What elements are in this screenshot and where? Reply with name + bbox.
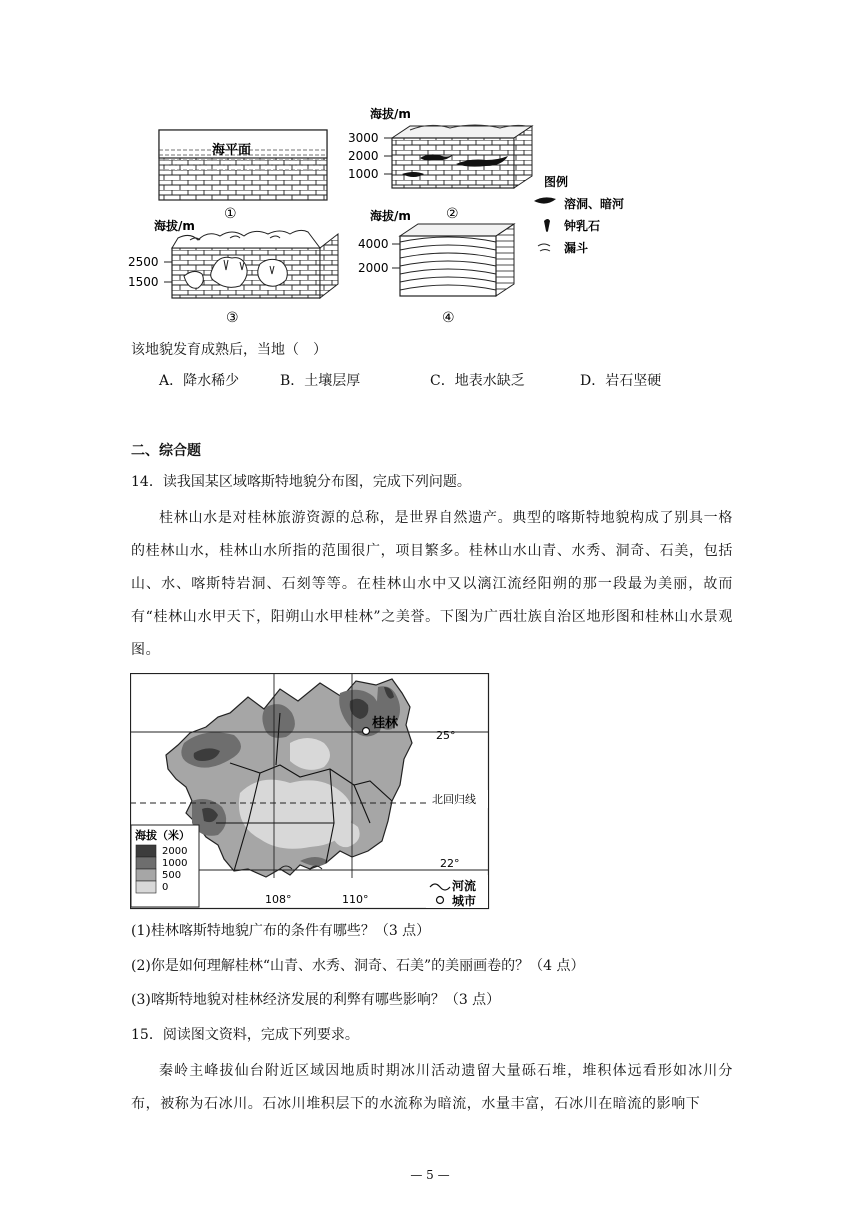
passage-text: 秦岭主峰拔仙台附近区域因地质时期冰川活动遗留大量砾石堆，堆积体远看形如冰川分布，被称为石冰川。石冰川堆积层下的水流称为暗流，水量丰富，石冰川在暗流的影响下 xyxy=(131,1063,733,1112)
panel-2-tick: 1000 xyxy=(348,167,379,181)
section-title: 二、综合题 xyxy=(131,443,201,459)
guilin-label: 桂林 xyxy=(372,716,399,731)
sinkhole-icon xyxy=(538,244,550,251)
cave-icon xyxy=(534,197,556,203)
option-b: B．土壤层厚 xyxy=(280,373,361,389)
elevation-legend xyxy=(131,825,199,907)
legend-elevation-title: 海拔（米） xyxy=(135,829,190,842)
panel-3-axis-label: 海拔/m xyxy=(154,219,195,233)
lon-108-label: 108° xyxy=(265,893,292,906)
panel-1 xyxy=(159,130,327,222)
panel-3-number: ③ xyxy=(226,310,239,326)
option-d: D．岩石坚硬 xyxy=(580,373,662,389)
question-14-passage xyxy=(131,502,733,667)
panel-2-axis-label: 海拔/m xyxy=(370,107,411,121)
legend-river: 河流 xyxy=(452,879,477,893)
panel-4-axis-label: 海拔/m xyxy=(370,209,411,223)
panel-2-tick: 3000 xyxy=(348,131,379,145)
option-c: C．地表水缺乏 xyxy=(430,373,525,389)
legend-title: 图例 xyxy=(544,175,569,189)
panel-1-number: ① xyxy=(224,206,237,222)
panel-3-tick: 2500 xyxy=(128,255,159,269)
question-15-stem: 15．阅读图文资料，完成下列要求。 xyxy=(131,1027,359,1043)
legend-level: 0 xyxy=(162,882,169,893)
panel-4-tick: 4000 xyxy=(358,237,389,251)
panel-3 xyxy=(128,218,338,326)
option-a: A．降水稀少 xyxy=(159,373,240,389)
panel-2-tick: 2000 xyxy=(348,149,379,163)
city-icon xyxy=(437,897,444,904)
panel-4 xyxy=(358,208,514,326)
legend-cave: 溶洞、暗河 xyxy=(564,197,625,211)
sub-question-1: (1)桂林喀斯特地貌广布的条件有哪些？（3 点） xyxy=(131,923,431,939)
panel-4-number: ④ xyxy=(442,310,455,326)
guangxi-terrain-map xyxy=(130,673,490,910)
lat-25-label: 25° xyxy=(436,729,456,742)
legend xyxy=(534,174,624,255)
passage-text: 桂林山水是对桂林旅游资源的总称，是世界自然遗产。典型的喀斯特地貌构成了别具一格的桂林山水，桂林山水所指的范围很广，项目繁多。桂林山水山青、水秀、洞奇、石美，包括山、水、喀斯特岩洞、石刻等等。在桂林山水中又以漓江流经阳朔的那一段最为美丽，故而有“桂林山水甲天下，阳朔山水甲桂林”之美誉。下图为广西壮族自治区地形图和桂林山水景观图。 xyxy=(131,510,733,658)
panel-3-tick: 1500 xyxy=(128,275,159,289)
legend-stalactite: 钟乳石 xyxy=(564,219,601,233)
guilin-city-marker xyxy=(363,728,370,735)
panel-4-tick: 2000 xyxy=(358,261,389,275)
tropic-label: 北回归线 xyxy=(432,793,476,806)
page-number: — 5 — xyxy=(410,1168,450,1182)
legend-city: 城市 xyxy=(452,894,477,908)
panel-2 xyxy=(348,106,532,222)
legend-sinkhole: 漏斗 xyxy=(564,241,589,255)
question-13-stem: 该地貌发育成熟后，当地（ ） xyxy=(131,342,327,358)
sub-question-2: (2)你是如何理解桂林“山青、水秀、洞奇、石美”的美丽画卷的？（4 点） xyxy=(131,958,585,974)
panel-2-number: ② xyxy=(446,206,459,222)
legend-level: 1000 xyxy=(162,858,188,869)
legend-level: 500 xyxy=(162,870,182,881)
stalactite-icon xyxy=(544,219,550,232)
karst-block-diagrams xyxy=(120,100,660,332)
feature-legend xyxy=(426,875,488,908)
legend-level: 2000 xyxy=(162,846,188,857)
sub-question-3: (3)喀斯特地貌对桂林经济发展的利弊有哪些影响？（3 点） xyxy=(131,992,501,1008)
question-15-passage xyxy=(131,1055,733,1121)
lon-110-label: 110° xyxy=(342,893,369,906)
question-14-stem: 14．读我国某区域喀斯特地貌分布图，完成下列问题。 xyxy=(131,474,471,490)
sea-level-label: 海平面 xyxy=(212,143,252,158)
lat-22-label: 22° xyxy=(440,857,460,870)
